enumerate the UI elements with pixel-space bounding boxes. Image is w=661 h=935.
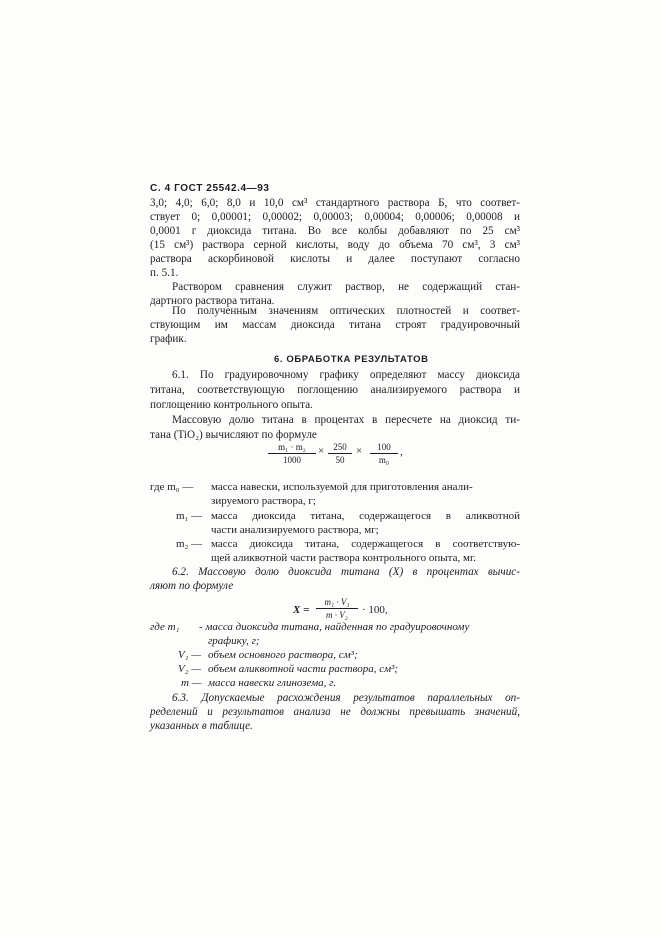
var-desc: графику, г;: [208, 635, 260, 647]
var-label: где m₀ —: [150, 481, 194, 493]
var-desc: зируемого раствора, г;: [211, 495, 316, 507]
text-line: ляют по формуле: [150, 580, 234, 592]
text-line: 6.2. Массовую долю диоксида титана (X) в процентах вычис-: [172, 566, 520, 578]
text-line: 3,0; 4,0; 6,0; 8,0 и 10,0 см³ стандартного раствора Б, что соответ-: [150, 197, 520, 209]
text-line: п. 5.1.: [150, 267, 179, 279]
var-label: m —: [181, 677, 202, 689]
text-line: По полученным значениям оптических плотностей и соответ-: [172, 305, 520, 317]
text-line: Массовую долю титана в процентах в пересчете на диоксид ти-: [172, 414, 520, 426]
text-line: ствующим им массам диоксида титана строят градуировочный: [150, 319, 520, 331]
var-desc: масса навески, используемой для приготовления анали-: [211, 481, 473, 493]
text-line: указанных в таблице.: [150, 720, 253, 732]
text-line: ределений и результатов анализа не должны превышать значений,: [150, 706, 520, 718]
fraction: $\frac{\text{m₁ · V₁}}{\text{m · V₂}}$: [316, 597, 358, 621]
var-desc: части анализируемого раствора, мг;: [211, 524, 379, 536]
fraction: $\frac{250}{50}$: [328, 442, 352, 466]
text-line: титана, соответствующую поглощению анализируемого раствора и: [150, 384, 520, 396]
text-line: 6.3. Допускаемые расхождения результатов параллельных оп-: [172, 692, 520, 704]
text-line: раствора аскорбиновой кислоты и далее поступают согласно: [150, 253, 520, 265]
var-desc: - масса диоксида титана, найденная по градуировочному: [199, 621, 470, 633]
times-sign: ×: [318, 445, 325, 457]
times-sign: ×: [356, 445, 363, 457]
page-header: С. 4 ГОСТ 25542.4—93: [150, 183, 270, 194]
text-line: (15 см³) раствора серной кислоты, воду до объема 70 см³, 3 см³: [150, 239, 520, 251]
formula-punct: ,: [400, 446, 403, 458]
text-line: дартного раствора титана.: [150, 295, 275, 307]
text-line: поглощению контрольного опыта.: [150, 399, 313, 411]
section-title: 6. ОБРАБОТКА РЕЗУЛЬТАТОВ: [274, 354, 429, 365]
var-desc: масса диоксида титана, содержащегося в соответствую-: [211, 538, 520, 550]
text-line: Раствором сравнения служит раствор, не содержащий стан-: [172, 281, 520, 293]
var-label: m₂ —: [176, 538, 203, 550]
var-desc: масса навески глинозема, г.: [208, 677, 337, 689]
var-desc: масса диоксида титана, содержащегося в аликвотной: [211, 510, 520, 522]
text-line: тана (TiO₂) вычисляют по формуле: [150, 429, 317, 441]
var-label: V₂ —: [178, 663, 202, 675]
var-label: где m₁: [150, 621, 180, 633]
var-label: m₁ —: [176, 510, 203, 522]
text-line: график.: [150, 333, 187, 345]
fraction: $\frac{\text{m₁ · m₂}}{1000}$: [268, 442, 316, 466]
fraction: $\frac{100}{\text{m₀}}$: [370, 442, 398, 466]
text-line: 6.1. По градуировочному графику определяют массу диоксида: [172, 369, 520, 381]
formula-rhs: · 100,: [362, 604, 388, 616]
var-label: V₁ —: [178, 649, 202, 661]
text-line: 0,0001 г диоксида титана. Во все колбы добавляют по 25 см³: [150, 225, 520, 237]
var-desc: объем аликвотной части раствора, см³;: [208, 663, 399, 675]
var-desc: объем основного раствора, см³;: [208, 649, 358, 661]
text-line: ствует 0; 0,00001; 0,00002; 0,00003; 0,00004; 0,00006; 0,00008 и: [150, 211, 520, 223]
var-desc: щей аликвотной части раствора контрольного опыта, мг.: [211, 552, 476, 564]
formula-lhs: X =: [293, 604, 310, 616]
